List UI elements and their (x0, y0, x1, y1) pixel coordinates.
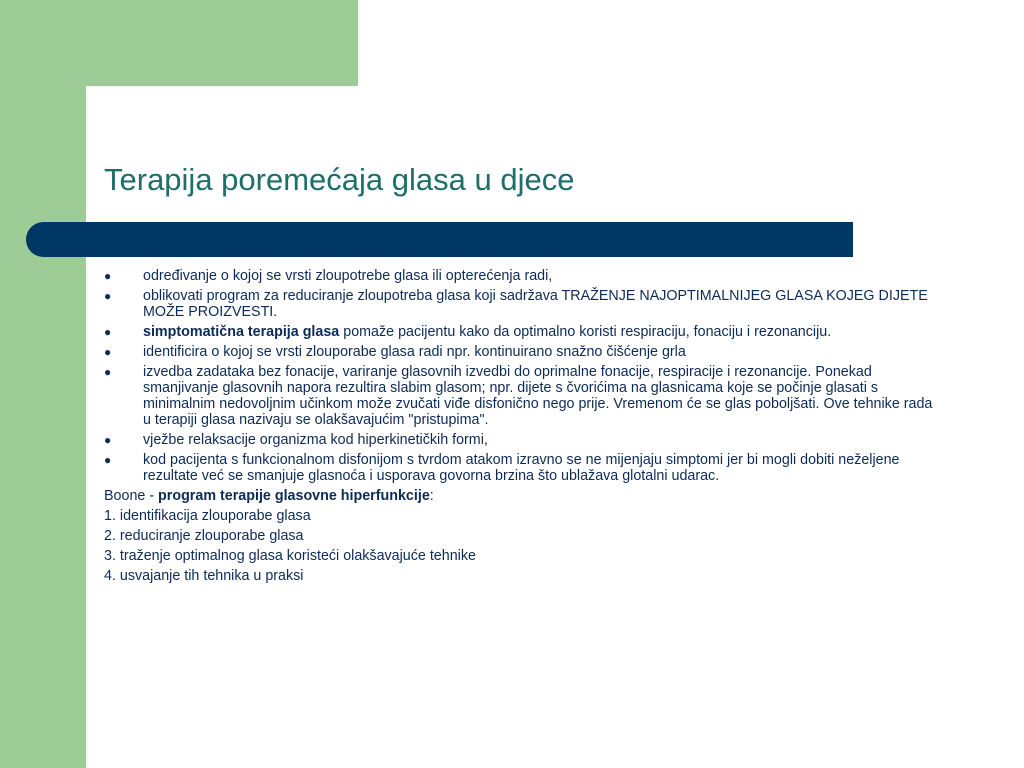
bullet-icon: ● (104, 269, 112, 283)
boone-heading (104, 488, 944, 504)
title-divider-bar (26, 222, 853, 257)
bullet-icon: ● (104, 453, 112, 467)
step-item: 4. usvajanje tih tehnika u praksi (104, 568, 304, 584)
bullet-text: vježbe relaksacije organizma kod hiperkinetičkih formi, (143, 432, 488, 448)
step-item: 1. identifikacija zlouporabe glasa (104, 508, 311, 524)
bullet-icon: ● (104, 325, 112, 339)
bullet-text: izvedba zadataka bez fonacije, variranje glasovnih izvedbi do oprimalne fonacije, respiracije i rezonancije. Ponekad smanjivanje glasovnih napora rezultira slabim glasom; npr. dijete s čvorićima na glasnicama koje se počinje glasati s minimalnim nedovoljnim učinkom može zvučati viđe disfonično nego prije. Vremenom će se glas poboljšati. Ove tehnike rada u terapiji glasa nazivaju se olakšavajućim "pristupima". (143, 364, 933, 428)
bullet-icon: ● (104, 345, 112, 359)
boone-program-title: program terapije glasovne hiperfunkcije (158, 488, 430, 504)
green-band-left (0, 0, 86, 768)
bullet-item (104, 268, 944, 284)
bullet-text: identificira o kojoj se vrsti zlouporabe glasa radi npr. kontinuirano snažno čišćenje grla (143, 344, 686, 360)
bullet-list (104, 268, 944, 484)
bullet-icon: ● (104, 433, 112, 447)
bullet-text: oblikovati program za reduciranje zloupotreba glasa koji sadržava TRAŽENJE NAJOPTIMALNIJEG GLASA KOJEG DIJETE MOŽE PROIZVESTI. (143, 288, 928, 320)
bullet-item (104, 288, 944, 320)
bullet-text: kod pacijenta s funkcionalnom disfonijom s tvrdom atakom izravno se ne mijenjaju simptomi jer bi mogli dobiti neželjene rezultate već se smanjuje glasnoća i usporava govorna brzina što ublažava glotalni udarac. (143, 452, 900, 484)
bullet-item (104, 432, 944, 448)
bullet-item (104, 452, 944, 484)
step-item: 3. traženje optimalnog glasa koristeći olakšavajuće tehnike (104, 548, 476, 564)
slide-title: Terapija poremećaja glasa u djece (104, 162, 575, 197)
boone-suffix: : (429, 488, 434, 504)
step-item: 2. reduciranje zlouporabe glasa (104, 528, 304, 544)
boone-prefix: Boone - (104, 488, 159, 504)
bullet-icon: ● (104, 365, 112, 379)
bullet-item (104, 324, 944, 340)
bullet-item (104, 364, 944, 428)
numbered-steps (104, 508, 944, 584)
slide-body (104, 268, 944, 588)
bullet-text: pomaže pacijentu kako da optimalno koristi respiraciju, fonaciju i rezonanciju. (339, 324, 832, 340)
bullet-item (104, 344, 944, 360)
bullet-text: određivanje o kojoj se vrsti zloupotrebe glasa ili opterećenja radi, (143, 268, 553, 284)
bullet-bold-text: simptomatična terapija glasa (143, 324, 340, 340)
bullet-icon: ● (104, 289, 112, 303)
